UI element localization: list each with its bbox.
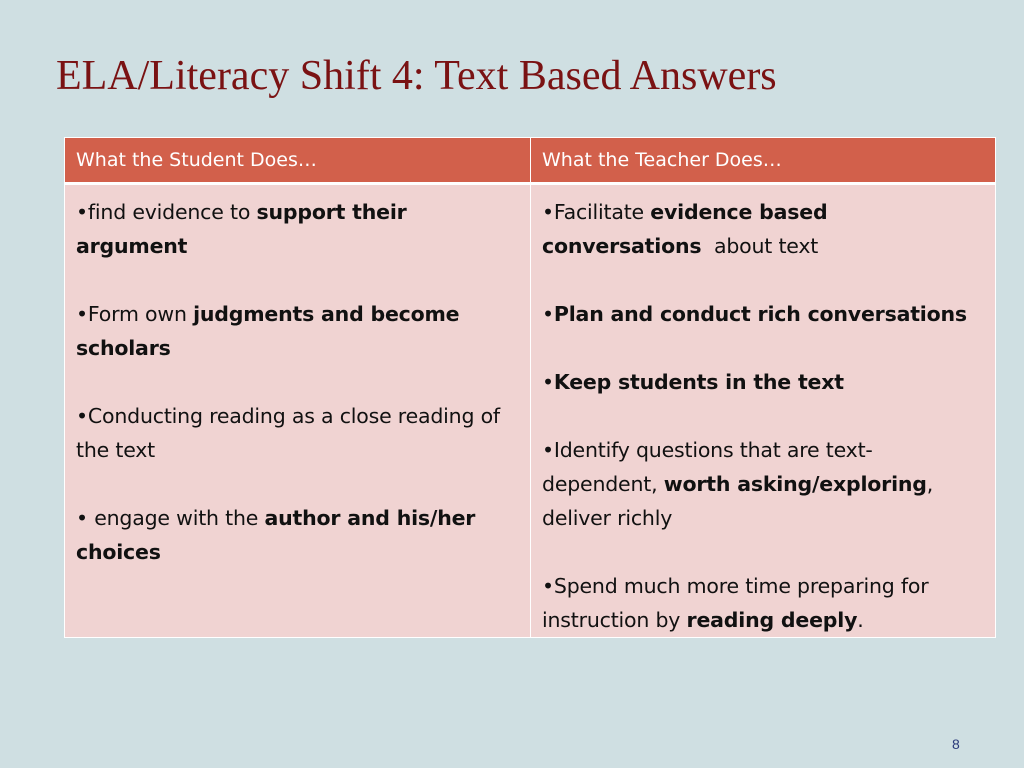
bullet-text: • engage with the [76,506,265,530]
bullet-text: •Facilitate [542,200,651,224]
header-student: What the Student Does… [65,138,531,184]
teacher-bullet-1 [542,195,984,263]
bullet-text: •Form own [76,302,194,326]
bullet-text: . [857,608,864,632]
slide-title: ELA/Literacy Shift 4: Text Based Answers [56,53,777,99]
comparison-table [64,137,996,638]
page-number: 8 [952,736,960,752]
bullet-emphasis: reading deeply [686,608,858,632]
header-teacher: What the Teacher Does… [531,138,996,184]
teacher-cell [531,184,996,638]
table-header-row [65,138,996,184]
bullet-text: , deliver richly [542,472,934,530]
student-bullet-3 [76,399,519,467]
student-cell [65,184,531,638]
teacher-bullet-5 [542,569,984,637]
bullet-text: •Spend much more time preparing for instruction by [542,574,929,632]
comparison-table-container [64,137,995,638]
teacher-bullet-4 [542,433,984,535]
bullet-text: • [542,370,554,394]
table-row [65,184,996,638]
student-bullet-2 [76,297,519,365]
bullet-text: •Identify questions that are text-dependent, [542,438,873,496]
bullet-emphasis: support their argument [76,200,407,258]
bullet-emphasis: Keep students in the text [553,370,844,394]
bullet-emphasis: evidence based conversations [542,200,828,258]
teacher-bullet-3 [542,365,984,399]
bullet-emphasis: author and his/her choices [76,506,476,564]
bullet-text: • [542,302,554,326]
bullet-text: •Conducting reading as a close reading of the text [76,404,500,462]
student-bullet-4 [76,501,519,569]
bullet-text: •find evidence to [76,200,257,224]
bullet-emphasis: judgments and become scholars [76,302,460,360]
bullet-emphasis: Plan and conduct rich conversations [553,302,967,326]
bullet-text: about text [701,234,819,258]
bullet-emphasis: worth asking/exploring [663,472,927,496]
teacher-bullet-2 [542,297,984,331]
student-bullet-1 [76,195,519,263]
